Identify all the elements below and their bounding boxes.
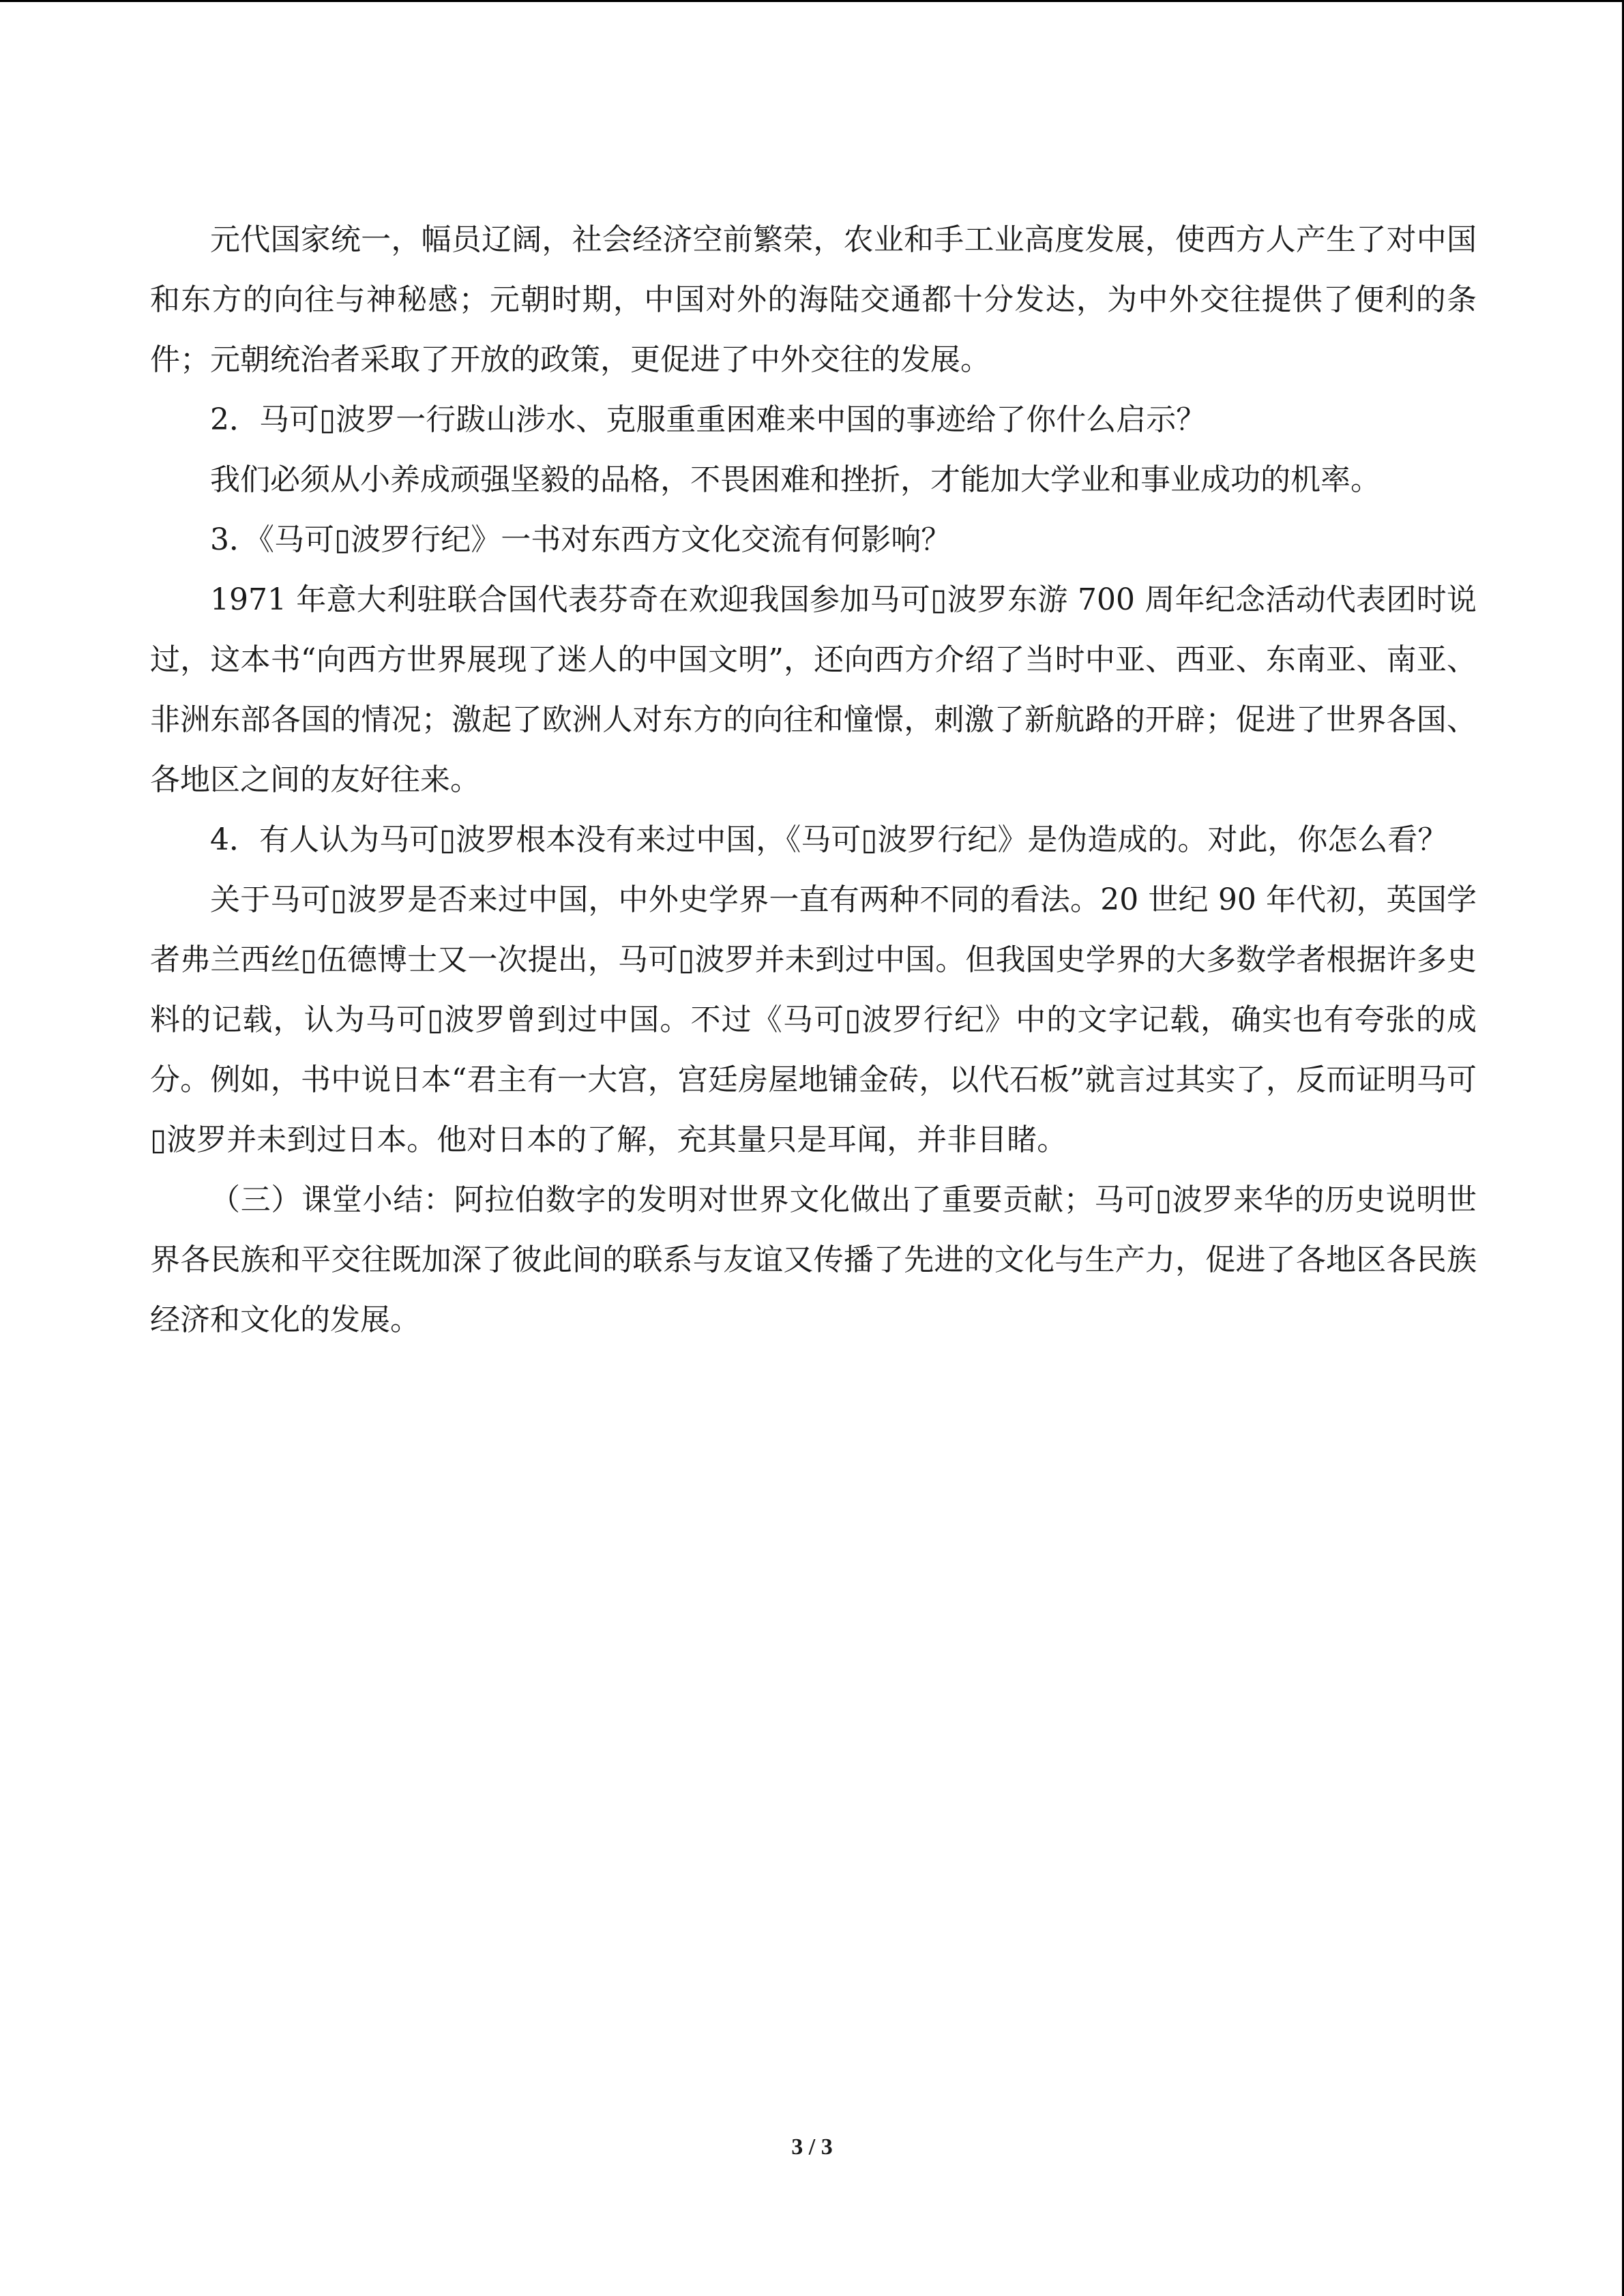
question-3: 3．《马可▯波罗行纪》一书对东西方文化交流有何影响？ [210,522,951,557]
question-4: 4．有人认为马可▯波罗根本没有来过中国，《马可▯波罗行纪》是伪造成的。对此，你怎么看？ [210,822,1448,857]
document-body [150,210,1477,1350]
class-summary: （三）课堂小结：阿拉伯数字的发明对世界文化做出了重要贡献；马可▯波罗来华的历史说明世界各民族和平交往既加深了彼此间的联系与友谊又传播了先进的文化与生产力，促进了各地区各民族经济和文化的发展。 [150,1182,1477,1337]
answer-4: 关于马可▯波罗是否来过中国，中外史学界一直有两种不同的看法。20 世纪 90 年代初，英国学者弗兰西丝▯伍德博士又一次提出，马可▯波罗并未到过中国。但我国史学界的大多数学者根据许多史料的记载，认为马可▯波罗曾到过中国。不过《马可▯波罗行纪》中的文字记载，确实也有夸张的成分。例如，书中说日本“君主有一大宫，宫廷房屋地铺金砖，以代石板”就言过其实了，反而证明马可▯波罗并未到过日本。他对日本的了解，充其量只是耳闻，并非目睹。 [150,882,1477,1157]
page-number: 3 / 3 [791,2134,833,2160]
question-2: 2．马可▯波罗一行跋山涉水、克服重重困难来中国的事迹给了你什么启示？ [210,402,1207,437]
answer-3: 1971 年意大利驻联合国代表芬奇在欢迎我国参加马可▯波罗东游 700 周年纪念活动代表团时说过，这本书“向西方世界展现了迷人的中国文明”，还向西方介绍了当时中亚、西亚、东南亚、南亚、非洲东部各国的情况；激起了欧洲人对东方的向往和憧憬，刺激了新航路的开辟；促进了世界各国、各地区之间的友好往来。 [150,582,1477,797]
paragraph-yuan-background: 元代国家统一，幅员辽阔，社会经济空前繁荣，农业和手工业高度发展，使西方人产生了对中国和东方的向往与神秘感；元朝时期，中国对外的海陆交通都十分发达，为中外交往提供了便利的条件；元朝统治者采取了开放的政策，更促进了中外交往的发展。 [150,222,1477,377]
answer-2: 我们必须从小养成顽强坚毅的品格，不畏困难和挫折，才能加大学业和事业成功的机率。 [210,462,1381,497]
